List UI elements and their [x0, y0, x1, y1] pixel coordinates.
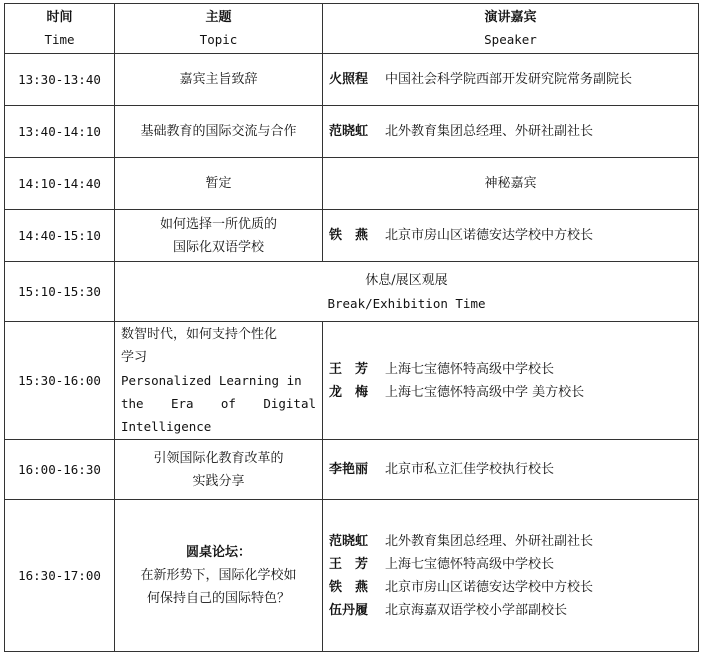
header-topic — [115, 4, 323, 54]
speaker-name: 铁 燕 — [329, 228, 369, 243]
table-row — [5, 262, 699, 322]
topic-line: 引领国际化教育改革的 — [153, 450, 284, 466]
speaker-entry — [329, 224, 692, 247]
header-time — [5, 4, 115, 54]
speaker-title: 上海七宝德怀特高级中学 美方校长 — [385, 384, 585, 400]
topic-line: 实践分享 — [192, 473, 245, 489]
speaker-entry — [329, 553, 692, 576]
table-row — [5, 500, 699, 652]
table-row — [5, 54, 699, 106]
speaker-title: 北京市房山区诺德安达学校中方校长 — [385, 579, 594, 595]
speaker-title: 上海七宝德怀特高级中学校长 — [385, 361, 555, 377]
speaker-title: 北外教育集团总经理、外研社副社长 — [385, 533, 594, 549]
speaker-cell — [323, 210, 699, 262]
speaker-cell — [323, 440, 699, 500]
table-row — [5, 106, 699, 158]
topic-cell: 基础教育的国际交流与合作 — [115, 106, 323, 158]
speaker-cell — [323, 106, 699, 158]
speaker-title: 北外教育集团总经理、外研社副社长 — [385, 124, 594, 139]
speaker-cell — [323, 500, 699, 652]
topic-line: 学习 — [121, 350, 148, 365]
speaker-cell: 神秘嘉宾 — [323, 158, 699, 210]
break-label-zh: 休息/展区观展 — [365, 272, 448, 288]
speaker-name: 范晓虹 — [329, 533, 369, 549]
time-cell: 13:30-13:40 — [5, 54, 115, 106]
table-row — [5, 210, 699, 262]
speaker-title: 上海七宝德怀特高级中学校长 — [385, 556, 555, 572]
speaker-name: 火照程 — [329, 72, 369, 87]
speaker-entry — [329, 458, 692, 481]
topic-line-en: Personalized Learning in — [121, 373, 302, 388]
speaker-name: 王 芳 — [329, 556, 369, 572]
table-row — [5, 440, 699, 500]
topic-line: 数智时代，如何支持个性化 — [121, 327, 278, 342]
speaker-cell — [323, 54, 699, 106]
topic-cell — [115, 322, 323, 440]
header-topic-en: Topic — [199, 31, 238, 47]
speaker-entry — [329, 381, 692, 404]
topic-cell — [115, 210, 323, 262]
roundtable-title: 圆桌论坛： — [185, 545, 251, 560]
speaker-entry — [329, 576, 692, 599]
topic-cell: 暂定 — [115, 158, 323, 210]
time-cell: 14:10-14:40 — [5, 158, 115, 210]
header-time-en: Time — [44, 31, 75, 47]
header-speaker-en: Speaker — [484, 31, 537, 47]
time-cell: 16:00-16:30 — [5, 440, 115, 500]
speaker-name: 龙 梅 — [329, 384, 369, 400]
header-speaker-zh: 演讲嘉宾 — [484, 9, 537, 25]
time-cell: 15:10-15:30 — [5, 262, 115, 322]
topic-line: 何保持自己的国际特色？ — [146, 591, 290, 606]
speaker-entry — [329, 68, 692, 91]
speaker-name: 伍丹履 — [329, 602, 369, 618]
time-cell: 14:40-15:10 — [5, 210, 115, 262]
speaker-name: 王 芳 — [329, 361, 369, 377]
break-cell — [115, 262, 699, 322]
time-cell: 13:40-14:10 — [5, 106, 115, 158]
topic-line-en: Intelligence — [121, 419, 212, 434]
topic-cell — [115, 500, 323, 652]
speaker-title: 北京海嘉双语学校小学部副校长 — [385, 602, 568, 618]
topic-line: 在新形势下，国际化学校如 — [140, 568, 297, 583]
header-time-zh: 时间 — [46, 9, 73, 25]
topic-line: 如何选择一所优质的 — [159, 216, 277, 232]
table-row — [5, 158, 699, 210]
topic-cell — [115, 440, 323, 500]
agenda-table — [4, 3, 699, 652]
topic-line-en: the Era of Digital — [121, 396, 316, 411]
time-cell: 15:30-16:00 — [5, 322, 115, 440]
break-label-en: Break/Exhibition Time — [327, 295, 486, 311]
speaker-name: 李艳丽 — [329, 462, 369, 477]
table-row — [5, 322, 699, 440]
speaker-cell — [323, 322, 699, 440]
topic-line: 国际化双语学校 — [172, 239, 264, 255]
speaker-entry — [329, 530, 692, 553]
speaker-title: 中国社会科学院西部开发研究院常务副院长 — [385, 72, 633, 87]
speaker-name: 范晓虹 — [329, 124, 369, 139]
topic-cell: 嘉宾主旨致辞 — [115, 54, 323, 106]
speaker-title: 北京市私立汇佳学校执行校长 — [385, 462, 555, 477]
time-cell: 16:30-17:00 — [5, 500, 115, 652]
speaker-entry — [329, 599, 692, 622]
speaker-entry — [329, 120, 692, 143]
header-row — [5, 4, 699, 54]
speaker-entry — [329, 358, 692, 381]
header-speaker — [323, 4, 699, 54]
speaker-title: 北京市房山区诺德安达学校中方校长 — [385, 228, 594, 243]
header-topic-zh: 主题 — [205, 9, 232, 25]
speaker-name: 铁 燕 — [329, 579, 369, 595]
